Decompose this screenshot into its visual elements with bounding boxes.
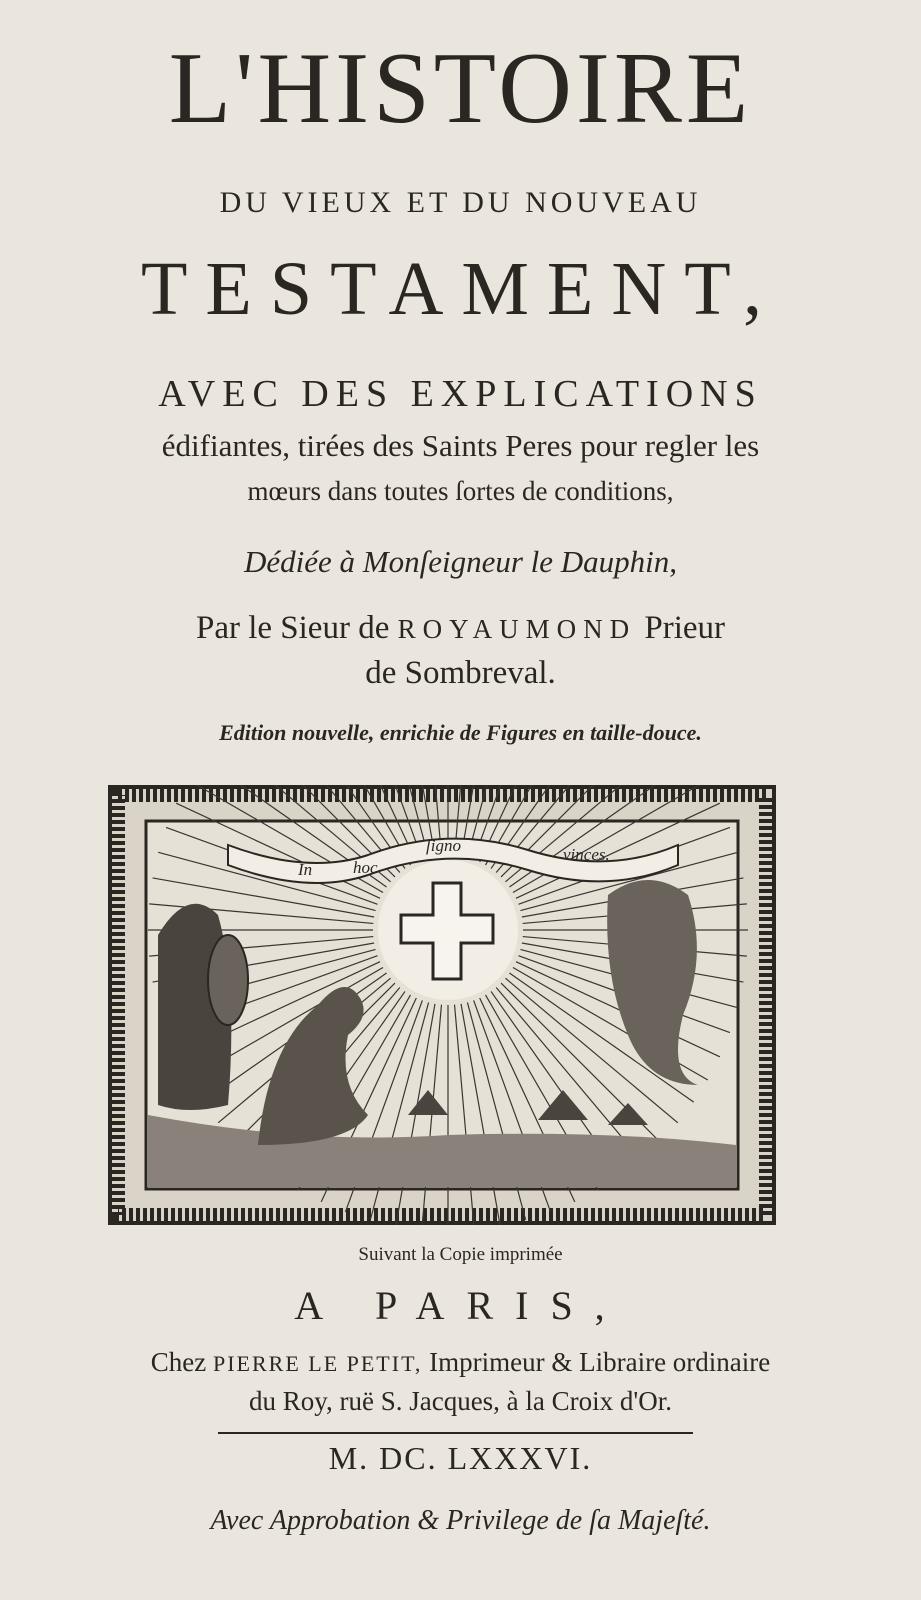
city: A PARIS,	[294, 1283, 627, 1328]
dedication: Dédiée à Monſeigneur le Dauphin,	[243, 544, 678, 579]
testament-heading: TESTAMENT,	[140, 247, 780, 331]
shield	[208, 935, 248, 1025]
publisher-address: du Roy, ruë S. Jacques, à la Croix d'Or.	[248, 1386, 673, 1416]
publisher-prefix: Chez	[150, 1347, 207, 1377]
publisher-name: PIERRE LE PETIT,	[212, 1351, 423, 1376]
subtitle-line: DU VIEUX ET DU NOUVEAU	[219, 186, 702, 219]
publisher-rest: Imprimeur & Libraire ordinaire	[429, 1347, 771, 1377]
author-line-2: de Sombreval.	[365, 655, 556, 691]
author-prefix: Par le Sieur de	[195, 610, 390, 646]
divider-rule	[218, 1432, 693, 1434]
banner-word: vinces.	[563, 845, 610, 864]
banner-word: In	[298, 860, 313, 879]
engraving-illustration	[108, 785, 776, 1225]
publisher-line	[0, 1347, 921, 1378]
edifiantes-line: édifiantes, tirées des Saints Peres pour regler les	[161, 428, 760, 463]
author-suffix: Prieur	[644, 610, 726, 646]
moeurs-line: mœurs dans toutes ſortes de conditions,	[247, 476, 674, 506]
year: M. DC. LXXXVI.	[328, 1440, 593, 1476]
banner-word: hoc	[353, 858, 378, 877]
avec-line: AVEC DES EXPLICATIONS	[158, 373, 763, 415]
copy-note: Suivant la Copie imprimée	[358, 1244, 563, 1265]
book-title: L'HISTOIRE	[168, 32, 753, 145]
privilege-line: Avec Approbation & Privilege de ſa Majeſté.	[210, 1505, 711, 1536]
edition-note: Edition nouvelle, enrichie de Figures en taille-douce.	[219, 720, 702, 745]
banner-word: ſigno	[426, 836, 461, 855]
author-name: ROYAUMOND	[397, 614, 637, 644]
author-line	[0, 610, 921, 647]
